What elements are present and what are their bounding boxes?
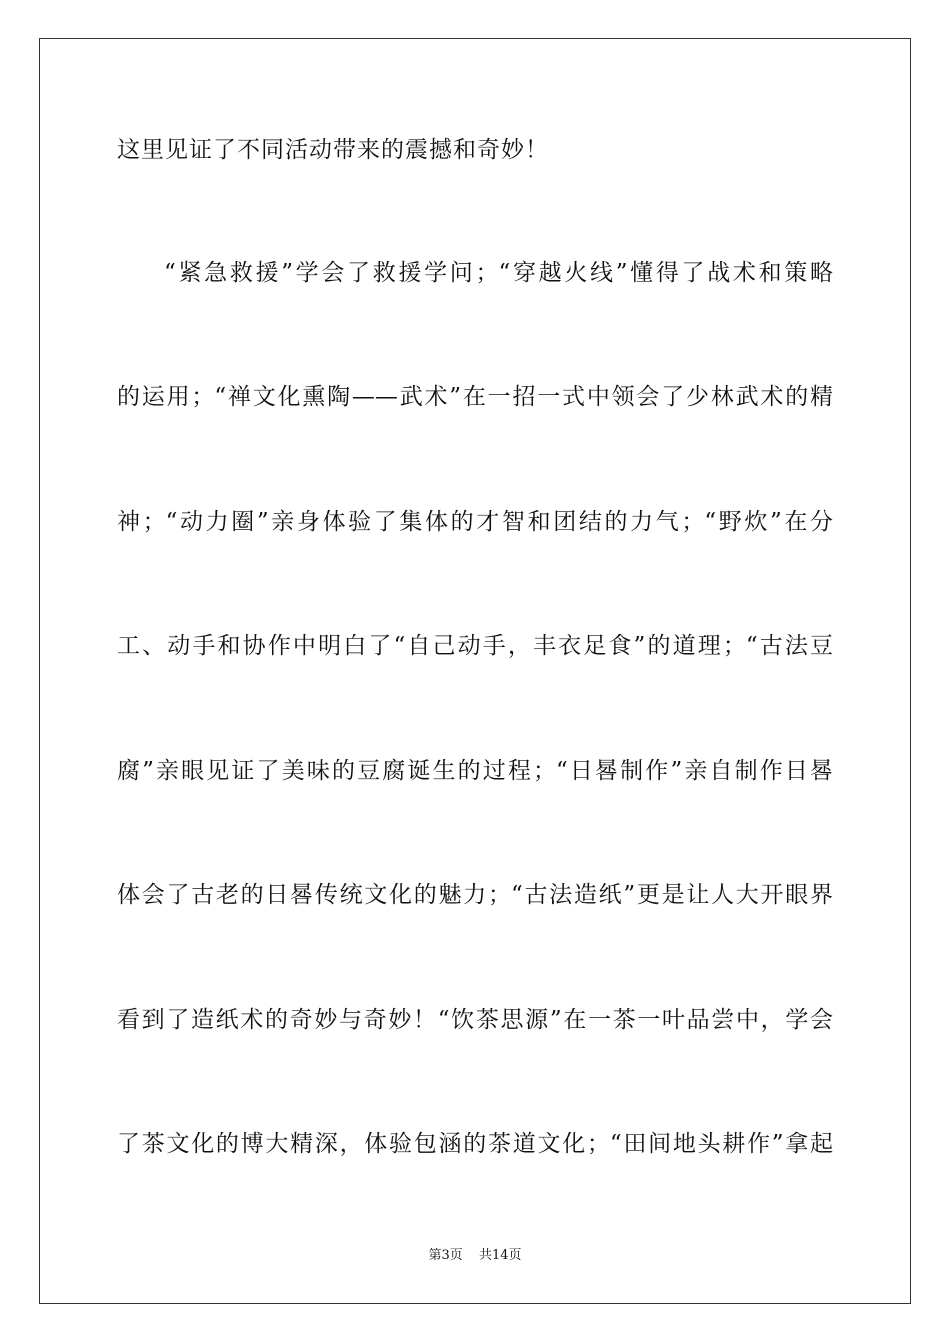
text-line-4: 神；“动力圈”亲身体验了集体的才智和团结的力气；“野炊”在分 xyxy=(117,509,833,535)
page-total: 共14页 xyxy=(478,1248,522,1263)
text-line-1: 这里见证了不同活动带来的震撼和奇妙！ xyxy=(117,137,549,163)
page-number: 第3页 xyxy=(428,1248,463,1263)
text-line-2: “紧急救援”学会了救援学问；“穿越火线”懂得了战术和策略 xyxy=(164,260,833,286)
text-line-9: 了茶文化的博大精深，体验包涵的茶道文化；“田间地头耕作”拿起 xyxy=(117,1131,833,1157)
text-line-3: 的运用；“禅文化熏陶——武术”在一招一式中领会了少林武术的精 xyxy=(117,384,833,410)
page-frame xyxy=(39,38,911,1304)
page-footer xyxy=(0,1247,950,1265)
text-line-5: 工、动手和协作中明白了“自己动手，丰衣足食”的道理；“古法豆 xyxy=(117,633,833,659)
text-line-7: 体会了古老的日晷传统文化的魅力；“古法造纸”更是让人大开眼界 xyxy=(117,882,833,908)
text-line-8: 看到了造纸术的奇妙与奇妙！“饮茶思源”在一茶一叶品尝中，学会 xyxy=(117,1007,833,1033)
text-line-6: 腐”亲眼见证了美味的豆腐诞生的过程；“日晷制作”亲自制作日晷 xyxy=(117,758,833,784)
